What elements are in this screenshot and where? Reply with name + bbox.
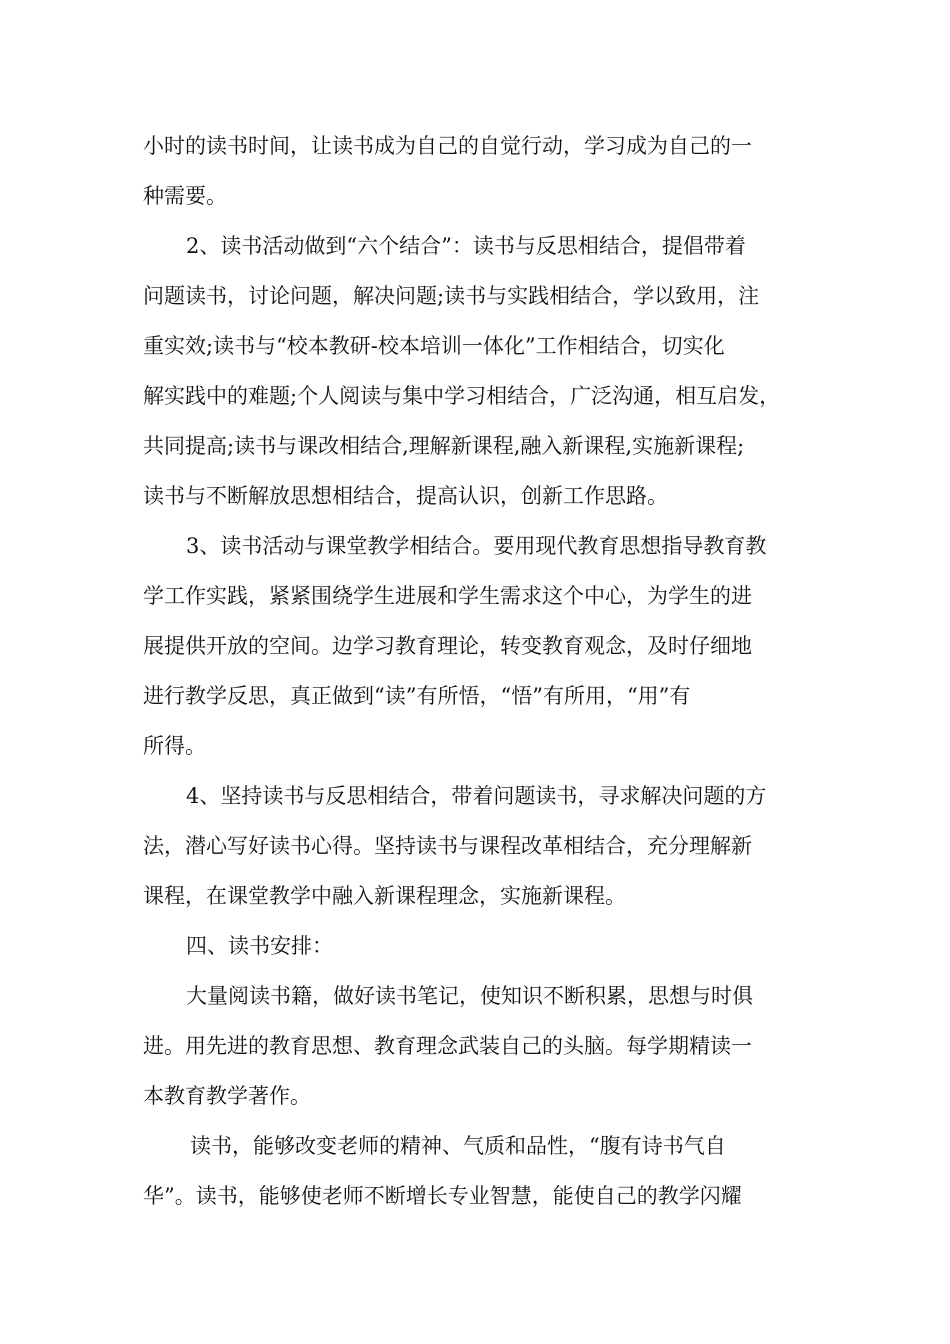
text-line-5: 重实效;读书与“校本教研-校本培训一体化”工作相结合，切实化 [143,334,725,358]
text-line-11: 展提供开放的空间。边学习教育理论，转变教育观念，及时仔细地 [143,634,752,658]
text-line-10: 学工作实践，紧紧围绕学生进展和学生需求这个中心，为学生的进 [143,584,752,608]
text-line-16: 课程，在课堂教学中融入新课程理念，实施新课程。 [143,884,626,908]
text-line-18: 大量阅读书籍，做好读书笔记，使知识不断积累，思想与时俱 [186,984,753,1008]
text-line-4: 问题读书，讨论问题，解决问题;读书与实践相结合，学以致用，注 [143,284,760,308]
text-line-21: 读书，能够改变老师的精神、气质和品性，“腹有诗书气自 [190,1134,726,1158]
text-line-2: 种需要。 [143,184,227,208]
text-line-8: 读书与不断解放思想相结合，提高认识，创新工作思路。 [143,484,668,508]
text-line-9: 3、读书活动与课堂教学相结合。要用现代教育思想指导教育教 [186,534,767,558]
text-line-7: 共同提高;读书与课改相结合,理解新课程,融入新课程,实施新课程; [143,434,745,458]
text-line-19: 进。用先进的教育思想、教育理念武装自己的头脑。每学期精读一 [143,1034,752,1058]
text-line-20: 本教育教学著作。 [143,1084,311,1108]
section-heading: 四、读书安排： [186,934,333,958]
text-line-22: 华”。读书，能够使老师不断增长专业智慧，能使自己的教学闪耀 [143,1184,742,1208]
text-line-13: 所得。 [143,734,206,758]
text-line-12: 进行教学反思，真正做到“读”有所悟，“悟”有所用，“用”有 [143,684,691,708]
text-line-15: 法，潜心写好读书心得。坚持读书与课程改革相结合，充分理解新 [143,834,752,858]
text-line-14: 4、坚持读书与反思相结合，带着问题读书，寻求解决问题的方 [186,784,767,808]
text-line-1: 小时的读书时间，让读书成为自己的自觉行动，学习成为自己的一 [143,134,752,158]
text-line-3: 2、读书活动做到“六个结合”：读书与反思相结合，提倡带着 [186,234,746,258]
text-line-6: 解实践中的难题;个人阅读与集中学习相结合，广泛沟通，相互启发， [143,384,781,408]
